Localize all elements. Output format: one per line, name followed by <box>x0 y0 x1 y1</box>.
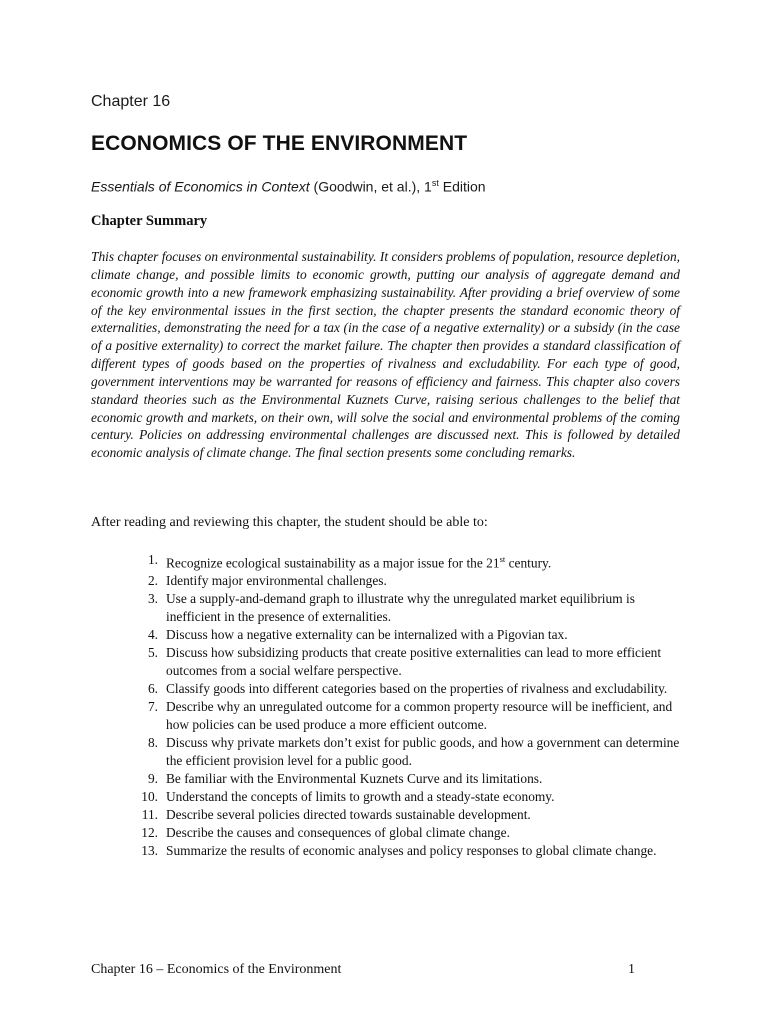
objective-text-main: Understand the concepts of limits to growth and a steady-state economy. <box>166 788 555 804</box>
objective-number: 3. <box>147 591 158 607</box>
objective-item <box>91 788 691 806</box>
objective-text <box>158 698 686 734</box>
book-citation <box>91 178 486 195</box>
objective-text-main: Describe why an unregulated outcome for a common property resource will be inefficient, and how policies can be used produce a more efficient outcome. <box>166 699 673 733</box>
objective-text <box>158 770 686 788</box>
objective-number: 13. <box>141 842 158 858</box>
objective-superscript: st <box>499 554 506 564</box>
objective-text <box>158 644 686 680</box>
objective-item <box>91 770 691 788</box>
objective-text-main: Recognize ecological sustainability as a major issue for the 21 <box>166 555 500 571</box>
book-authors: (Goodwin, et al.), 1 <box>309 178 432 195</box>
summary-heading: Chapter Summary <box>91 213 208 229</box>
book-title: Essentials of Economics in Context <box>91 178 310 195</box>
objective-number: 12. <box>141 824 158 840</box>
objective-number: 2. <box>147 573 158 589</box>
objectives-intro: After reading and reviewing this chapter, the student should be able to: <box>91 515 488 530</box>
chapter-title: ECONOMICS OF THE ENVIRONMENT <box>91 132 468 155</box>
objective-item <box>91 806 691 824</box>
objective-text <box>158 842 686 860</box>
objective-text-main: Describe the causes and consequences of global climate change. <box>166 824 510 840</box>
edition-superscript: st <box>431 178 439 188</box>
objective-number: 10. <box>141 788 158 804</box>
page-number: 1 <box>628 962 635 977</box>
objective-text-main: Discuss how a negative externality can be internalized with a Pigovian tax. <box>166 627 568 643</box>
objective-text-main: Discuss why private markets don’t exist for public goods, and how a government can determine the efficient provision level for a public good. <box>166 735 680 768</box>
objective-text <box>158 626 686 644</box>
objective-text <box>158 572 686 590</box>
edition-suffix: Edition <box>438 178 486 195</box>
objective-number: 8. <box>147 735 158 750</box>
objective-number: 11. <box>141 806 158 822</box>
objective-item <box>91 734 691 770</box>
objective-number: 7. <box>147 699 158 715</box>
objective-item <box>91 680 691 698</box>
objective-item <box>91 842 691 860</box>
chapter-label: Chapter 16 <box>91 93 171 110</box>
objective-number: 5. <box>147 645 158 661</box>
objective-item <box>91 824 691 842</box>
objectives-list <box>91 551 691 860</box>
objective-text-main: Be familiar with the Environmental Kuznets Curve and its limitations. <box>166 770 543 786</box>
objective-item <box>91 644 691 680</box>
objective-item <box>91 590 691 626</box>
objective-text-main: Classify goods into different categories based on the properties of rivalness and excludability. <box>166 681 668 697</box>
objective-number: 1. <box>147 552 158 567</box>
objective-number: 9. <box>147 770 158 786</box>
objective-text <box>158 788 686 806</box>
objective-number: 4. <box>147 627 158 643</box>
objective-item <box>91 551 691 572</box>
objective-text <box>158 734 686 770</box>
objective-item <box>91 626 691 644</box>
objective-item <box>91 698 691 734</box>
footer-chapter-title: Chapter 16 – Economics of the Environment <box>91 962 342 977</box>
objective-item <box>91 572 691 590</box>
objective-text <box>158 680 686 698</box>
objective-text-main: Identify major environmental challenges. <box>166 573 387 589</box>
objective-text <box>158 590 686 626</box>
objective-text-main: Describe several policies directed towards sustainable development. <box>166 806 531 822</box>
summary-paragraph: This chapter focuses on environmental sustainability. It considers problems of population, resource depletion, climate change, and possible limits to economic growth, putting our analysis of aggregate demand and economic growth into a new framework emphasizing sustainability. After providing a brief overview of some of the key environmental issues in the first section, the chapter presents the standard economic theory of externalities, demonstrating the need for a tax (in the case of a negative externality) or a subsidy (in the case of a positive externality) to correct the market failure. The chapter then provides a standard classification of different types of goods based on the properties of rivalness and excludability. For each type of good, government interventions may be warranted for reasons of efficiency and fairness. This chapter also covers standard theories such as the Environmental Kuznets Curve, raising serious challenges to the belief that economic growth and markets, on their own, will solve the social and environmental problems of the coming century. Policies on addressing environmental challenges are discussed next. This is followed by detailed economic analysis of climate change. The final section presents some concluding remarks. <box>91 249 680 461</box>
objective-text-main: Summarize the results of economic analyses and policy responses to global climate change. <box>166 842 657 858</box>
objective-text <box>158 806 686 824</box>
objective-text-after: century. <box>505 555 552 571</box>
objective-text-main: Use a supply-and-demand graph to illustrate why the unregulated market equilibrium is inefficient in the presence of externalities. <box>166 591 635 625</box>
objective-text <box>158 824 686 842</box>
objective-text-main: Discuss how subsidizing products that create positive externalities can lead to more efficient outcomes from a social welfare perspective. <box>166 645 662 679</box>
objective-text <box>158 551 686 572</box>
objective-number: 6. <box>147 681 158 697</box>
